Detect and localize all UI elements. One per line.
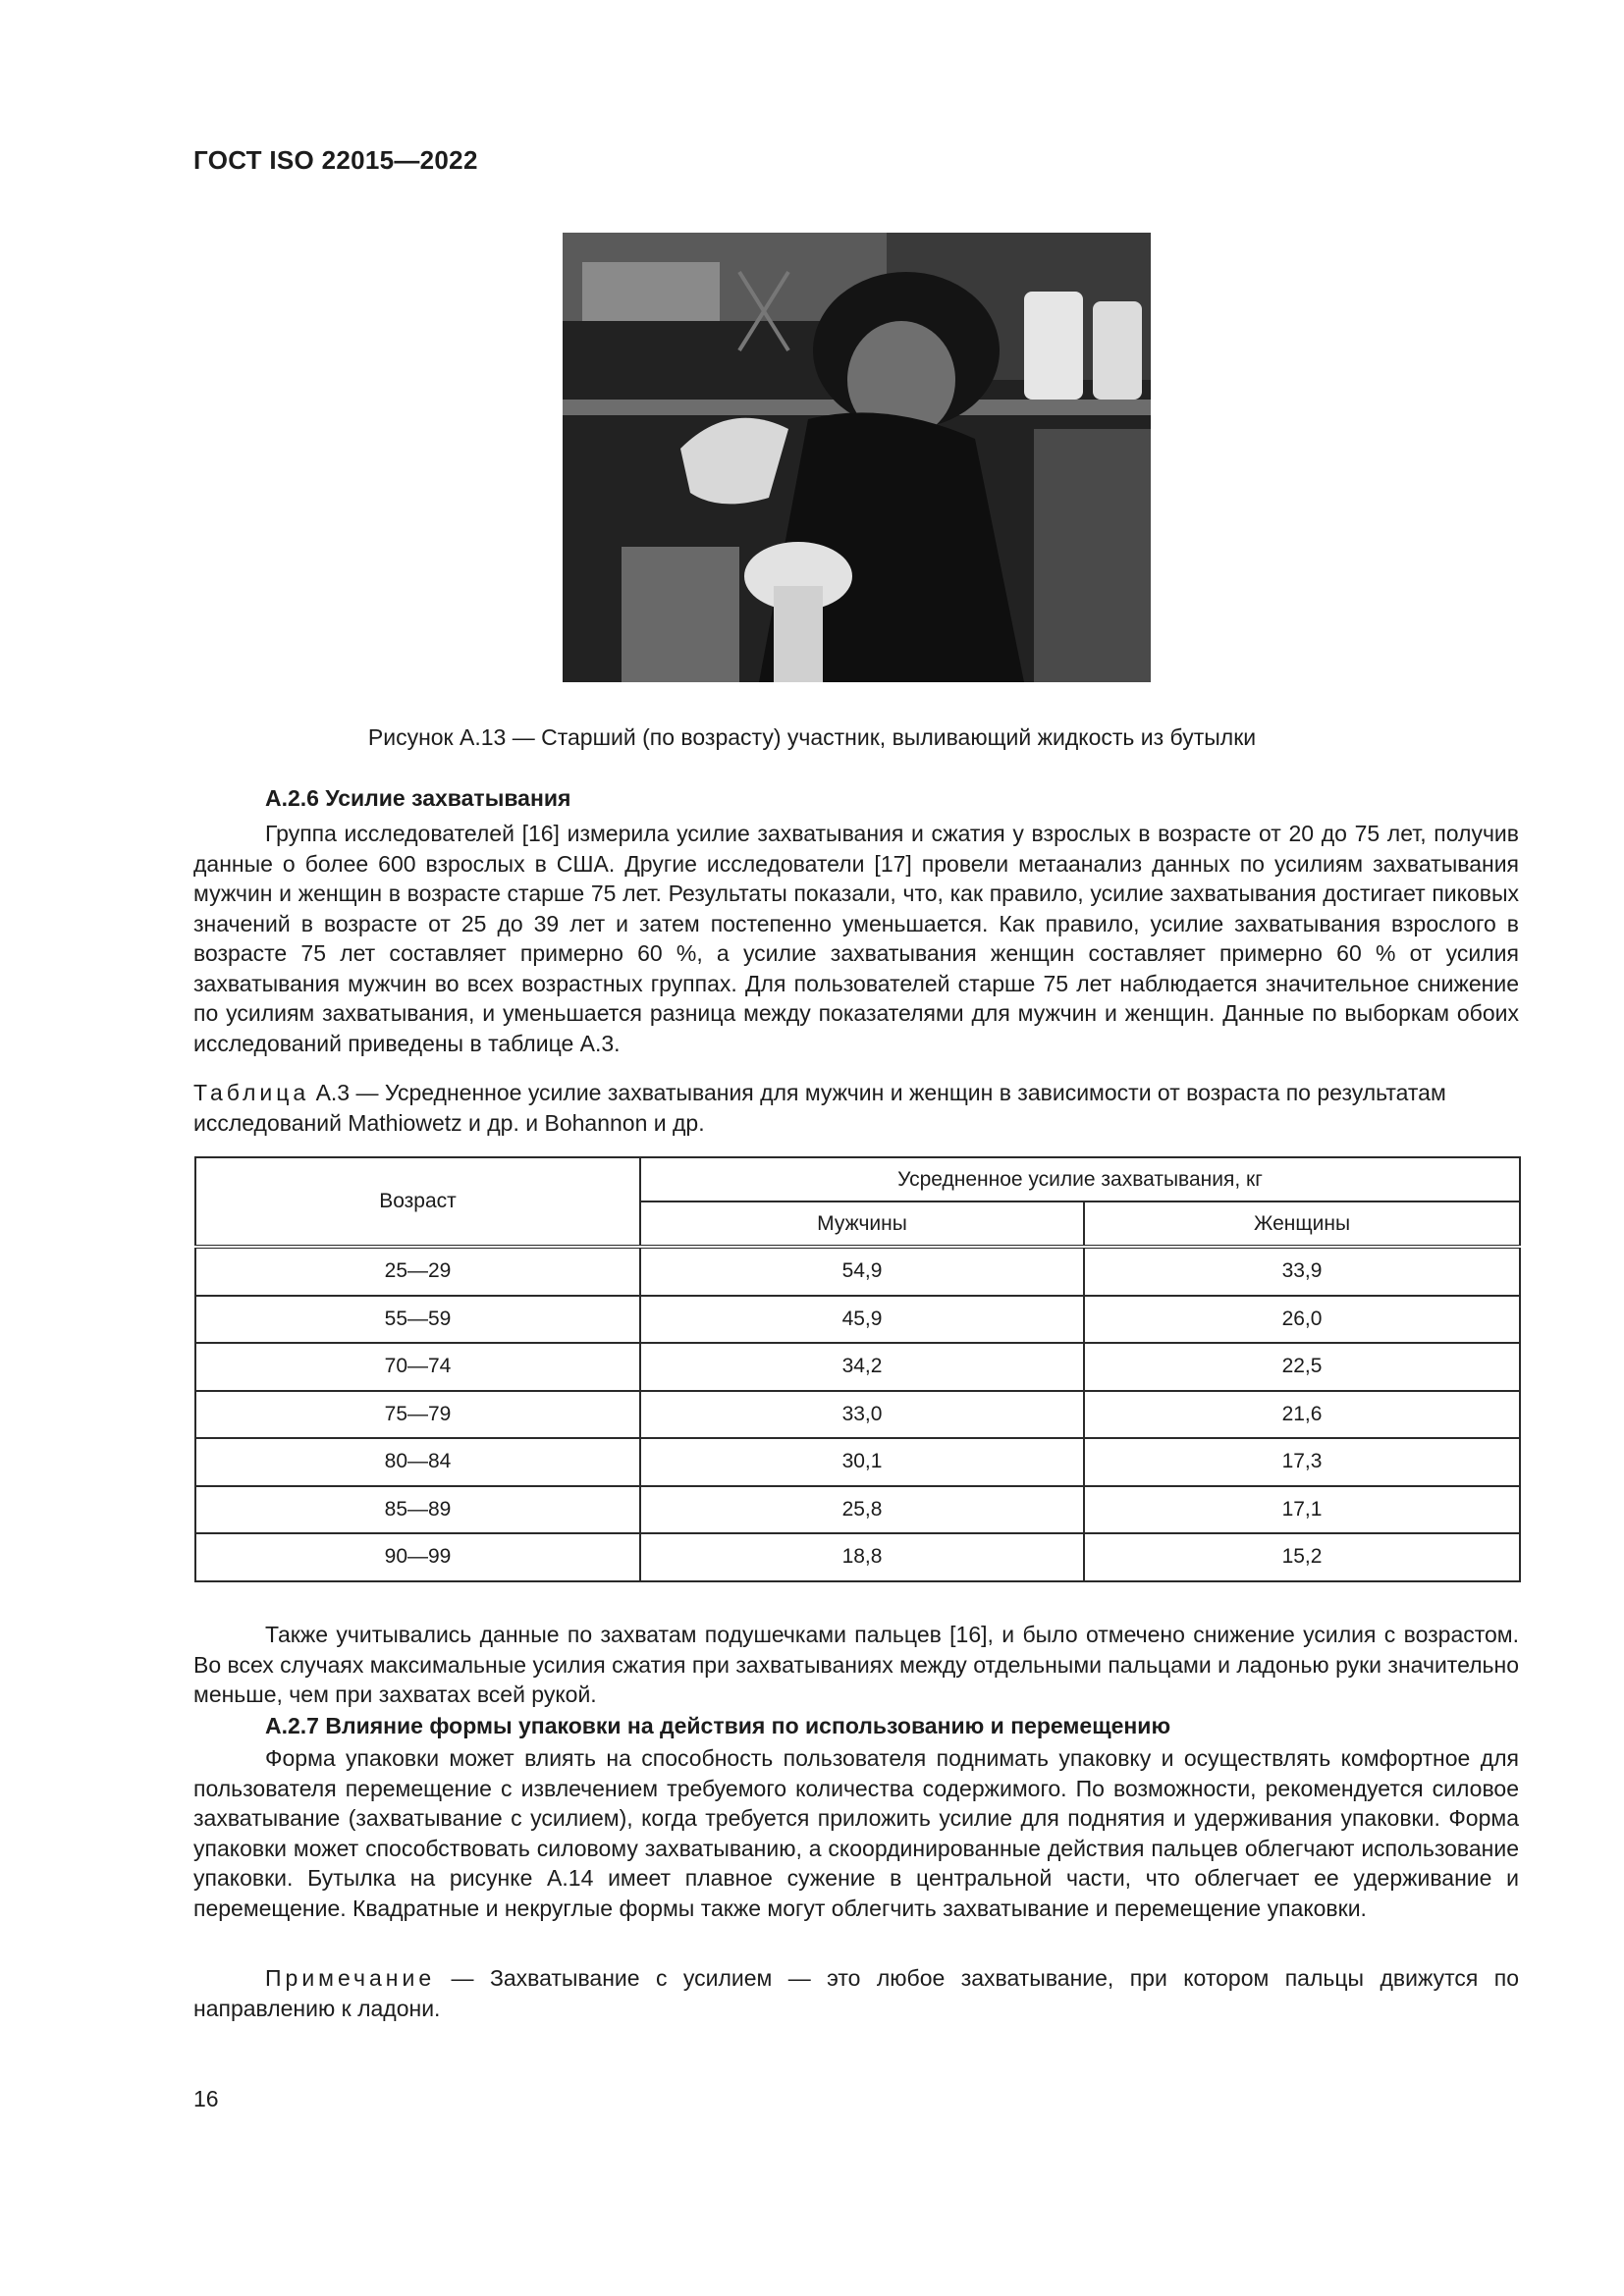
cell-women: 17,3	[1084, 1438, 1520, 1486]
cell-men: 34,2	[640, 1343, 1084, 1391]
table-row	[195, 1296, 1520, 1344]
table-row	[195, 1343, 1520, 1391]
figure-photo	[563, 233, 1151, 682]
cell-age: 85—89	[195, 1486, 640, 1534]
cell-age: 70—74	[195, 1343, 640, 1391]
cell-women: 26,0	[1084, 1296, 1520, 1344]
table-caption-text: А.3 — Усредненное усилие захватывания для мужчин и женщин в зависимости от возраста по результатам исследований Mathiowetz и др. и Bohannon и др.	[193, 1080, 1446, 1136]
paragraph: Также учитывались данные по захватам подушечками пальцев [16], и было отмечено снижение усилия с возрастом. Во всех случаях максимальные усилия сжатия при захватываниях между отдельными пальцами и ладонью руки значительно меньше, чем при захватах всей рукой.	[193, 1622, 1519, 1707]
note-label: Примечание	[265, 1965, 436, 1991]
cell-age: 80—84	[195, 1438, 640, 1486]
section-heading-a26: А.2.6 Усилие захватывания	[265, 785, 571, 811]
cell-women: 15,2	[1084, 1533, 1520, 1581]
page-number: 16	[193, 2086, 219, 2111]
cell-men: 33,0	[640, 1391, 1084, 1439]
cell-men: 18,8	[640, 1533, 1084, 1581]
cell-women: 33,9	[1084, 1247, 1520, 1296]
table-header-women: Женщины	[1084, 1201, 1520, 1247]
cell-women: 22,5	[1084, 1343, 1520, 1391]
table-row	[195, 1486, 1520, 1534]
cell-age: 55—59	[195, 1296, 640, 1344]
table-caption	[193, 1078, 1519, 1138]
figure-caption: Рисунок А.13 — Старший (по возрасту) участник, выливающий жидкость из бутылки	[367, 724, 1257, 750]
cell-men: 25,8	[640, 1486, 1084, 1534]
section-a26-body	[193, 819, 1519, 1058]
paragraph: Форма упаковки может влиять на способность пользователя поднимать упаковку и осуществлять комфортное для пользователя перемещение с извлечением требуемого количества содержимого. По возможности, рекомендуется силовое захватывание (захватывание с усилием), когда требуется приложить усилие для поднятия и удерживания упаковки. Форма упаковки может способствовать силовому захватыванию, а скоординированные действия пальцев облегчают использование упаковки. Бутылка на рисунке А.14 имеет плавное сужение в центральной части, что облегчает ее удерживание и перемещение. Квадратные и некруглые формы также могут облегчить захватывание и перемещение упаковки.	[193, 1745, 1519, 1921]
grip-strength-table	[194, 1156, 1521, 1582]
table-header-men: Мужчины	[640, 1201, 1084, 1247]
cell-men: 54,9	[640, 1247, 1084, 1296]
note-text: — Захватывание с усилием — это любое захватывание, при котором пальцы движутся по направлению к ладони.	[193, 1965, 1519, 2021]
cell-women: 21,6	[1084, 1391, 1520, 1439]
table-caption-lead: Таблица	[193, 1080, 310, 1105]
table-header-group: Усредненное усилие захватывания, кг	[640, 1157, 1520, 1201]
table-row	[195, 1438, 1520, 1486]
table-header-age: Возраст	[195, 1157, 640, 1247]
cell-age: 90—99	[195, 1533, 640, 1581]
note	[193, 1963, 1519, 2024]
section-a27-body	[193, 1743, 1519, 1923]
table-row	[195, 1533, 1520, 1581]
after-table-body	[193, 1620, 1519, 1710]
table-row	[195, 1391, 1520, 1439]
table-row	[195, 1247, 1520, 1296]
document-id: ГОСТ ISO 22015—2022	[193, 145, 478, 175]
photo-illustration	[563, 233, 1151, 682]
cell-women: 17,1	[1084, 1486, 1520, 1534]
cell-age: 75—79	[195, 1391, 640, 1439]
paragraph: Группа исследователей [16] измерила усилие захватывания и сжатия у взрослых в возрасте от 20 до 75 лет, получив данные о более 600 взрослых в США. Другие исследователи [17] провели метаанализ данных по усилиям захватывания мужчин и женщин в возрасте старше 75 лет. Результаты показали, что, как правило, усилие захватывания достигает пиковых значений в возрасте от 25 до 39 лет и затем постепенно уменьшается. Как правило, усилие захватывания взрослого в возрасте 75 лет составляет примерно 60 %, а усилие захватывания женщин составляет примерно 60 % от усилия захватывания мужчин во всех возрастных группах. Для пользователей старше 75 лет наблюдается значительное снижение по усилиям захватывания, и уменьшается разница между показателями для мужчин и женщин. Данные по выборкам обоих исследований приведены в таблице А.3.	[193, 821, 1519, 1056]
section-heading-a27: А.2.7 Влияние формы упаковки на действия по использованию и перемещению	[265, 1713, 1171, 1738]
cell-men: 45,9	[640, 1296, 1084, 1344]
cell-men: 30,1	[640, 1438, 1084, 1486]
cell-age: 25—29	[195, 1247, 640, 1296]
